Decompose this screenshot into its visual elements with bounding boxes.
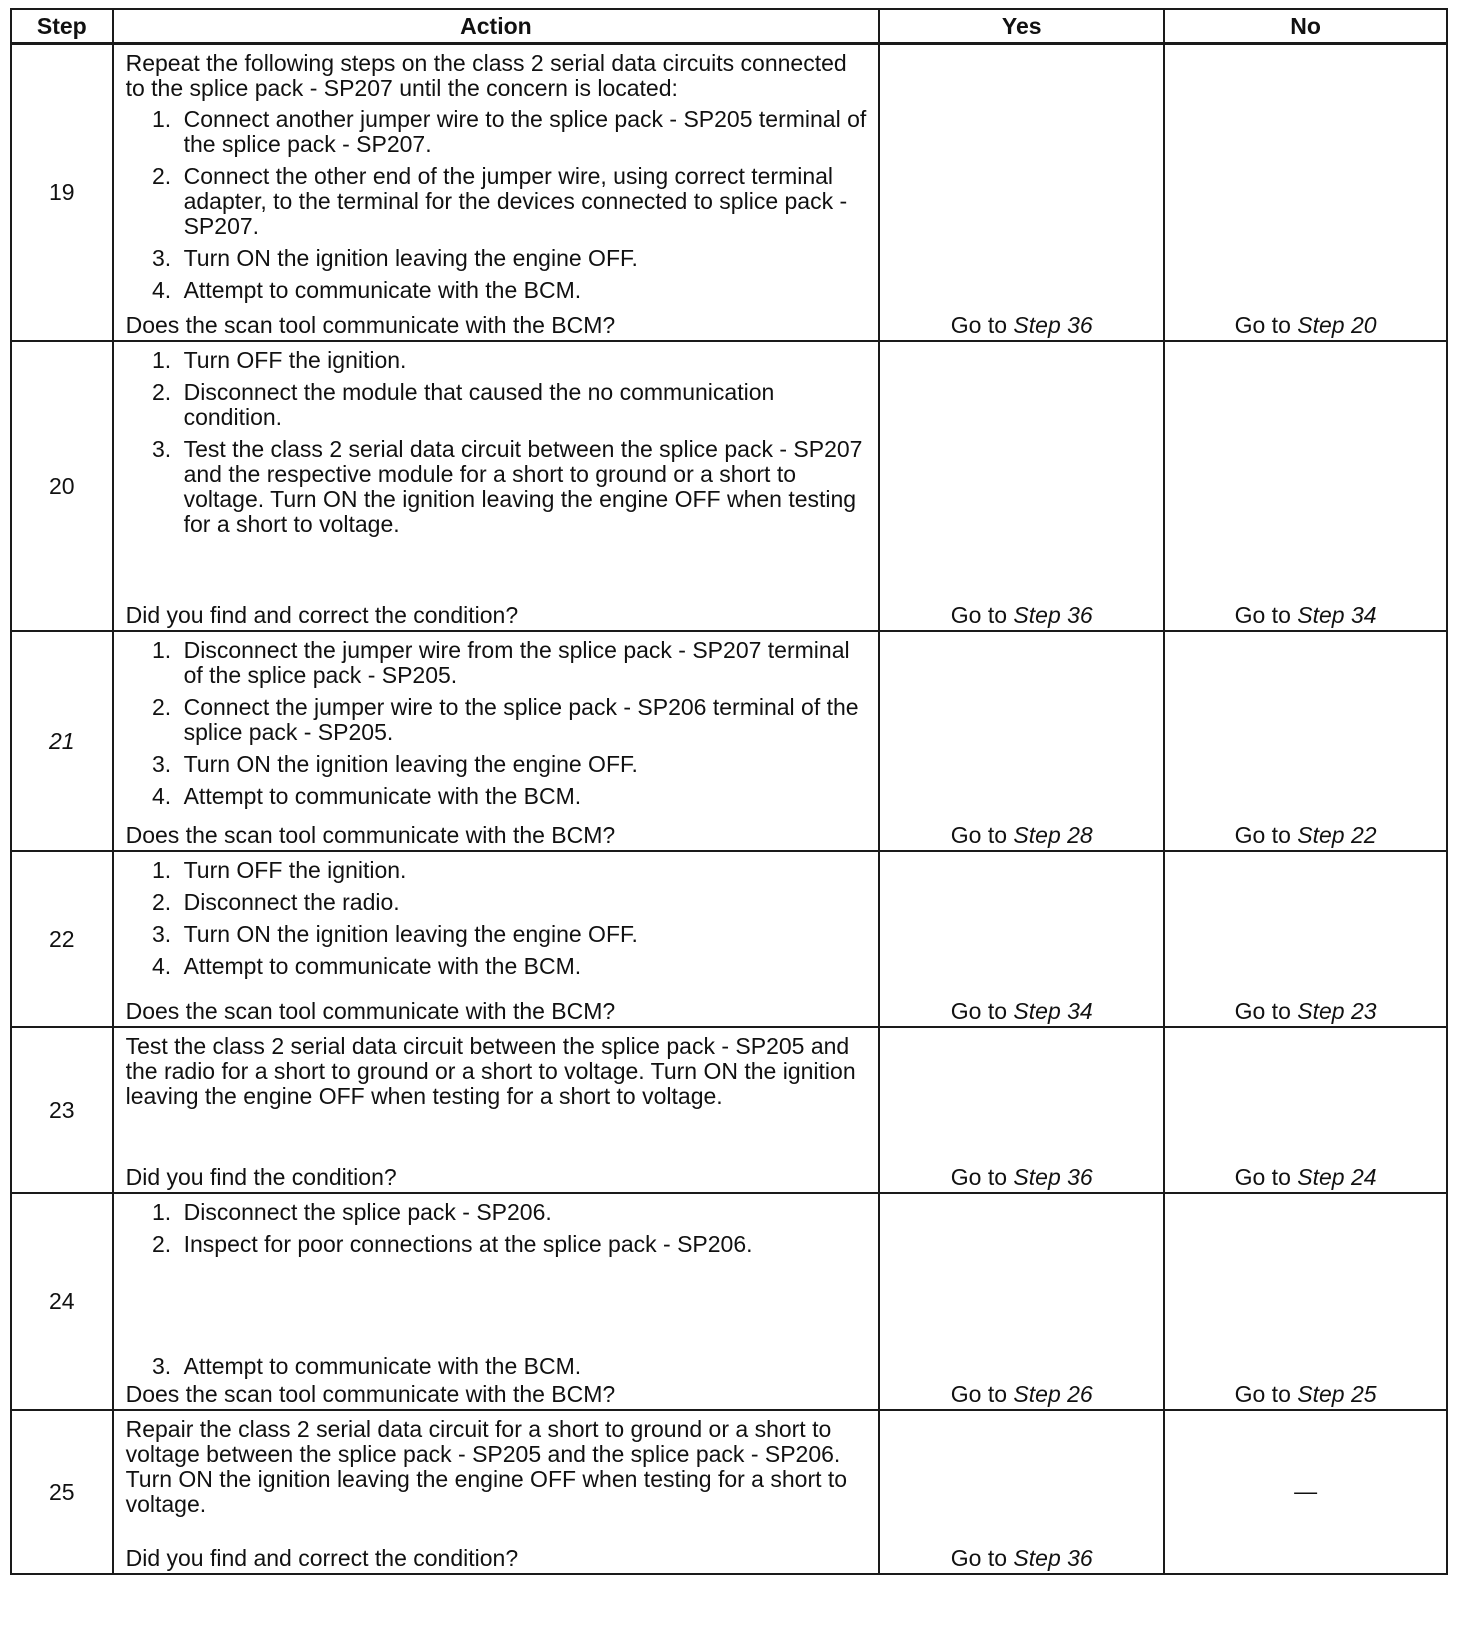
action-question: Did you find and correct the condition?	[125, 1545, 519, 1571]
action-steps-list	[126, 107, 869, 310]
header-yes: Yes	[879, 9, 1164, 44]
no-cell	[1164, 44, 1447, 342]
header-action: Action	[113, 9, 880, 44]
step-number: 23	[11, 1027, 113, 1193]
action-question: Did you find the condition?	[125, 1164, 397, 1190]
yes-cell	[879, 851, 1164, 1027]
action-step: 1. Connect another jumper wire to the splice pack - SP205 terminal of the splice pack - SP207.	[178, 107, 869, 157]
yes-cell	[879, 341, 1164, 631]
action-step: 3. Turn ON the ignition leaving the engine OFF.	[178, 752, 869, 777]
action-step: 1. Disconnect the jumper wire from the splice pack - SP207 terminal of the splice pack - SP205.	[178, 638, 869, 688]
no-cell	[1164, 1410, 1447, 1574]
action-step: 4. Attempt to communicate with the BCM.	[178, 954, 869, 979]
action-step: 1. Turn OFF the ignition.	[178, 858, 869, 883]
action-step: 2. Connect the other end of the jumper wire, using correct terminal adapter, to the terminal for the devices connected to splice pack - SP207.	[178, 164, 869, 239]
action-step: 2. Disconnect the module that caused the no communication condition.	[178, 380, 869, 430]
table-row	[11, 1410, 1447, 1574]
action-step: 4. Attempt to communicate with the BCM.	[178, 784, 869, 809]
action-step: 3. Turn ON the ignition leaving the engine OFF.	[178, 922, 869, 947]
diagnostic-step-table	[10, 8, 1448, 1575]
action-step: 1. Turn OFF the ignition.	[178, 348, 869, 373]
yes-goto-link[interactable]: Go to Step 26	[950, 1381, 1093, 1407]
action-steps-list	[126, 858, 869, 986]
yes-goto-link[interactable]: Go to Step 36	[950, 1164, 1093, 1190]
action-intro: Repair the class 2 serial data circuit for a short to ground or a short to voltage between the splice pack - SP205 and the splice pack - SP206. Turn ON the ignition leaving the engine OFF when testing for a short to voltage.	[125, 1416, 848, 1517]
step-number: 21	[11, 631, 113, 851]
spacer	[126, 1264, 869, 1354]
action-steps-list	[126, 638, 869, 816]
action-question: Does the scan tool communicate with the BCM?	[125, 312, 616, 338]
no-dash: —	[1294, 1477, 1318, 1504]
yes-goto-link[interactable]: Go to Step 34	[950, 998, 1093, 1024]
step-number: 25	[11, 1410, 113, 1574]
action-step: 2. Inspect for poor connections at the splice pack - SP206.	[178, 1232, 869, 1257]
action-cell	[113, 1193, 880, 1410]
no-cell	[1164, 1193, 1447, 1410]
action-question: Does the scan tool communicate with the BCM?	[125, 822, 616, 848]
action-cell	[113, 631, 880, 851]
yes-cell	[879, 44, 1164, 342]
yes-goto-link[interactable]: Go to Step 36	[950, 1545, 1093, 1571]
table-row	[11, 631, 1447, 851]
no-goto-link[interactable]: Go to Step 23	[1234, 998, 1377, 1024]
no-cell	[1164, 631, 1447, 851]
action-steps-list	[126, 1200, 869, 1264]
yes-cell	[879, 1410, 1164, 1574]
table-row	[11, 44, 1447, 342]
no-goto-link[interactable]: Go to Step 20	[1234, 312, 1377, 338]
yes-goto-link[interactable]: Go to Step 36	[950, 312, 1093, 338]
yes-cell	[879, 1193, 1164, 1410]
action-step: 4. Attempt to communicate with the BCM.	[178, 278, 869, 303]
step-number: 19	[11, 44, 113, 342]
step-number: 20	[11, 341, 113, 631]
table-row	[11, 341, 1447, 631]
action-step: 3. Turn ON the ignition leaving the engine OFF.	[178, 246, 869, 271]
table-row	[11, 1193, 1447, 1410]
step-number: 24	[11, 1193, 113, 1410]
yes-goto-link[interactable]: Go to Step 28	[950, 822, 1093, 848]
no-cell	[1164, 1027, 1447, 1193]
action-cell	[113, 1410, 880, 1574]
no-goto-link[interactable]: Go to Step 25	[1234, 1381, 1377, 1407]
action-question: Does the scan tool communicate with the BCM?	[125, 998, 616, 1024]
action-cell	[113, 1027, 880, 1193]
no-goto-link[interactable]: Go to Step 34	[1234, 602, 1377, 628]
yes-goto-link[interactable]: Go to Step 36	[950, 602, 1093, 628]
header-no: No	[1164, 9, 1447, 44]
no-goto-link[interactable]: Go to Step 22	[1234, 822, 1377, 848]
action-intro: Repeat the following steps on the class 2 serial data circuits connected to the splice pack - SP207 until the concern is located:	[125, 50, 847, 101]
diagnostic-table-page	[10, 8, 1448, 1575]
action-step: 3. Attempt to communicate with the BCM.	[178, 1354, 869, 1379]
action-intro: Test the class 2 serial data circuit between the splice pack - SP205 and the radio for a short to ground or a short to voltage. Turn ON the ignition leaving the engine OFF when testing for a short to voltage.	[125, 1033, 856, 1109]
action-cell	[113, 341, 880, 631]
action-cell	[113, 44, 880, 342]
action-step: 3. Test the class 2 serial data circuit between the splice pack - SP207 and the respective module for a short to ground or a short to voltage. Turn ON the ignition leaving the engine OFF when testing for a short to voltage.	[178, 437, 869, 537]
table-row	[11, 1027, 1447, 1193]
table-header-row	[11, 9, 1447, 44]
no-goto-link[interactable]: Go to Step 24	[1234, 1164, 1377, 1190]
action-cell	[113, 851, 880, 1027]
yes-cell	[879, 631, 1164, 851]
no-cell	[1164, 341, 1447, 631]
action-step: 2. Disconnect the radio.	[178, 890, 869, 915]
table-row	[11, 851, 1447, 1027]
yes-cell	[879, 1027, 1164, 1193]
step-number: 22	[11, 851, 113, 1027]
header-step: Step	[11, 9, 113, 44]
action-step: 2. Connect the jumper wire to the splice pack - SP206 terminal of the splice pack - SP205.	[178, 695, 869, 745]
action-question: Does the scan tool communicate with the BCM?	[125, 1381, 616, 1407]
action-steps-list	[126, 348, 869, 544]
action-question: Did you find and correct the condition?	[125, 602, 519, 628]
action-step: 1. Disconnect the splice pack - SP206.	[178, 1200, 869, 1225]
no-cell	[1164, 851, 1447, 1027]
